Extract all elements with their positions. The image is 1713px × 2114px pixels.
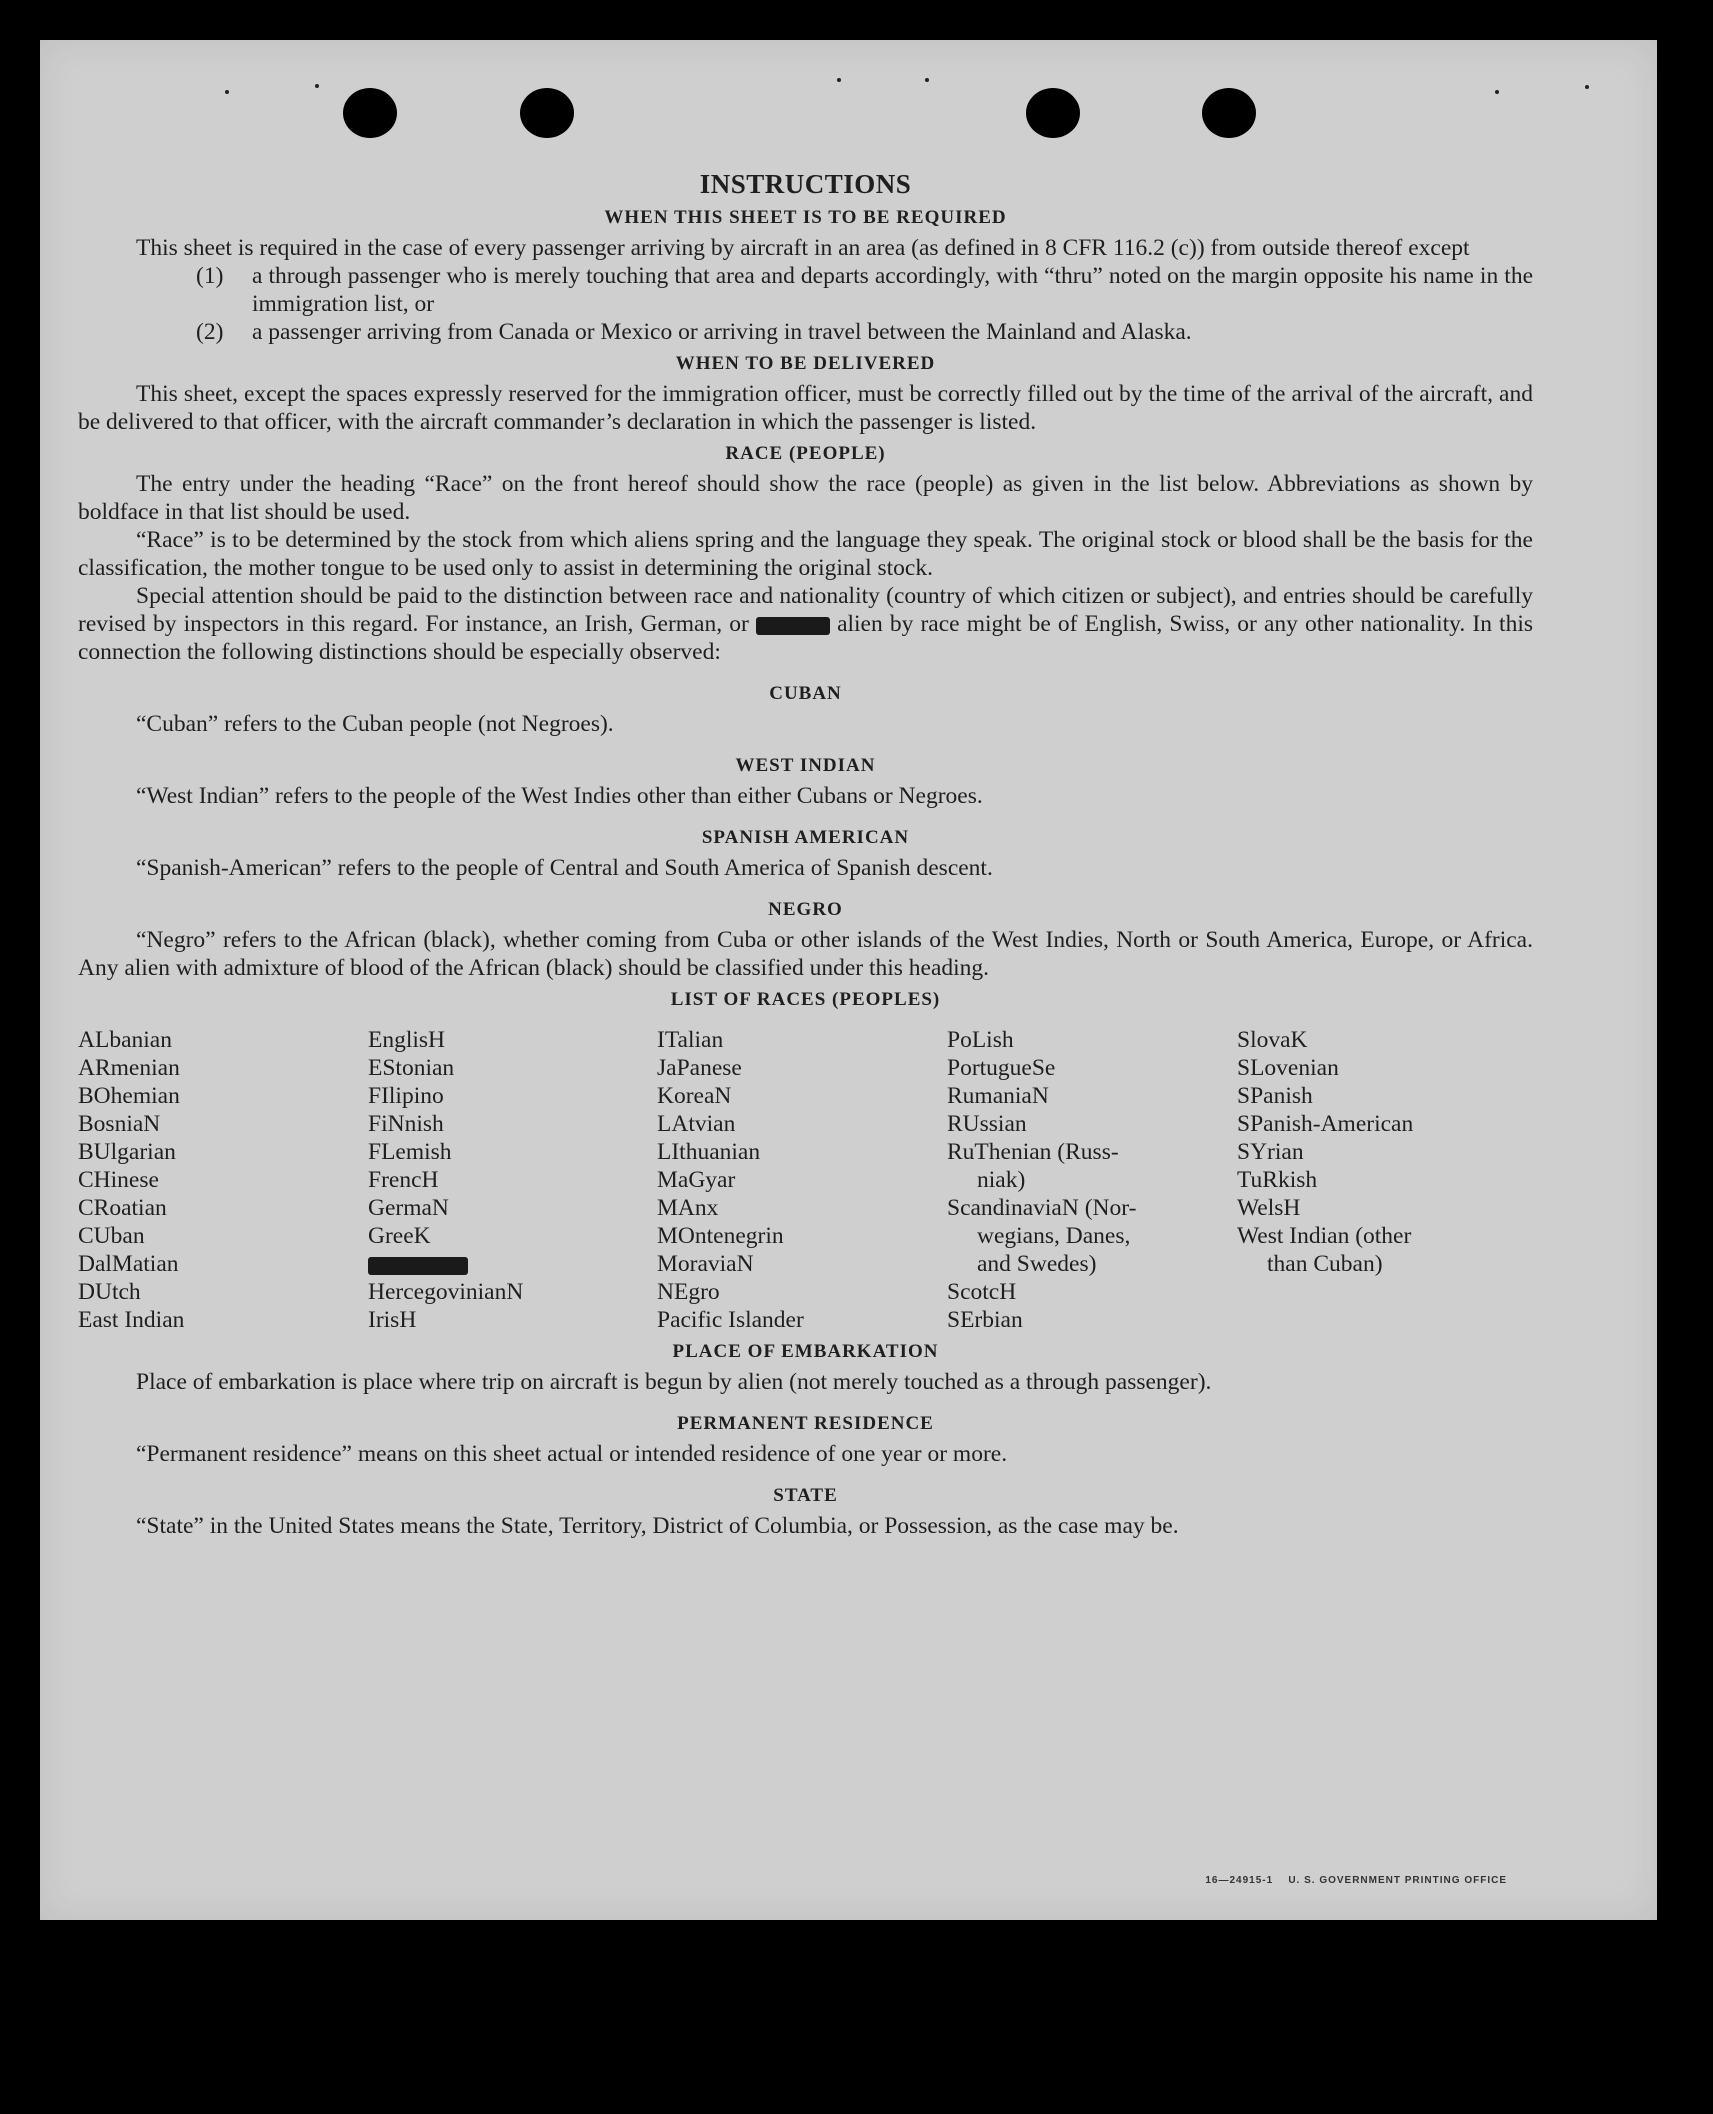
race-column: [78, 1026, 368, 1334]
heading-race: RACE (PEOPLE): [725, 443, 886, 464]
race-entry-redacted: [368, 1250, 657, 1278]
race-column: [657, 1026, 947, 1334]
speck: [315, 84, 319, 88]
punch-hole: [1026, 88, 1080, 138]
redaction-mark: [756, 617, 830, 635]
instructions-body: [78, 170, 1533, 1540]
punch-hole: [520, 88, 574, 138]
heading-negro: NEGRO: [768, 899, 843, 920]
race-entry: and Swedes): [977, 1251, 1097, 1277]
race-entry: West Indian (other: [1237, 1223, 1412, 1249]
race-paragraph: [78, 582, 1533, 666]
punch-hole: [343, 88, 397, 138]
cuban-text: “Cuban” refers to the Cuban people (not Negroes).: [136, 711, 614, 737]
race-entry: NEgro: [657, 1279, 720, 1305]
west-indian-text: “West Indian” refers to the people of the West Indies other than either Cubans or Negroes.: [136, 783, 983, 809]
race-column: [1237, 1026, 1527, 1334]
race-entry: EnglisH: [368, 1027, 446, 1053]
race-entry: PortugueSe: [947, 1055, 1056, 1081]
delivered-text: This sheet, except the spaces expressly reserved for the immigration officer, must be correctly filled out by the time of the arrival of the aircraft, and be delivered to that officer, with the aircraft commander’s declaration in which the passenger is listed.: [78, 381, 1533, 435]
heading-cuban: CUBAN: [769, 683, 842, 704]
form-code: 16—24915-1: [1205, 1875, 1274, 1886]
speck: [1585, 85, 1589, 89]
race-entry: RumaniaN: [947, 1083, 1049, 1109]
race-entry: SYrian: [1237, 1139, 1304, 1165]
race-entry: GermaN: [368, 1195, 449, 1221]
state-text: “State” in the United States means the State, Territory, District of Columbia, or Possession, as the case may be.: [136, 1513, 1179, 1539]
race-entry: DalMatian: [78, 1251, 179, 1277]
race-entry: CRoatian: [78, 1195, 167, 1221]
heading-list-of-races: LIST OF RACES (PEOPLES): [670, 989, 941, 1010]
race-entry: FrencH: [368, 1167, 439, 1193]
embarkation-text: Place of embarkation is place where trip on aircraft is begun by alien (not merely touched as a through passenger).: [136, 1369, 1212, 1395]
race-entry: LIthuanian: [657, 1139, 761, 1165]
race-entry: CUban: [78, 1223, 145, 1249]
race-entry: CHinese: [78, 1167, 159, 1193]
redaction-mark: [368, 1257, 468, 1275]
speck: [1495, 90, 1499, 94]
race-entry: MOntenegrin: [657, 1223, 784, 1249]
race-entry: ScotcH: [947, 1279, 1017, 1305]
race-entry: East Indian: [78, 1307, 185, 1333]
race-entry: MoraviaN: [657, 1251, 754, 1277]
race-entry: SPanish: [1237, 1083, 1313, 1109]
required-item: [78, 262, 1533, 318]
heading-embarkation: PLACE OF EMBARKATION: [672, 1341, 939, 1362]
speck: [925, 78, 929, 82]
race-entry: ScandinaviaN (Nor-: [947, 1195, 1137, 1221]
printer-imprint: [1205, 1875, 1507, 1886]
race-text: Special attention should be paid to the distinction between race and nationality (country of which citizen or subject), and entries should be carefully revised by inspectors in this regard. For instance, an Irish, German, or: [78, 583, 1533, 637]
race-entry: IrisH: [368, 1307, 417, 1333]
race-paragraph: The entry under the heading “Race” on the front hereof should show the race (people) as given in the list below. Abbreviations as shown by boldface in that list should be used.: [78, 471, 1533, 525]
race-entry: EStonian: [368, 1055, 455, 1081]
race-entry: TuRkish: [1237, 1167, 1318, 1193]
race-entry: LAtvian: [657, 1111, 736, 1137]
item-text: a through passenger who is merely touching that area and departs accordingly, with “thru” noted on the margin opposite his name in the immigration list, or: [252, 263, 1533, 317]
document-sheet: [40, 40, 1657, 1920]
punch-hole: [1202, 88, 1256, 138]
page-title: INSTRUCTIONS: [699, 169, 912, 199]
race-entry: than Cuban): [1267, 1251, 1383, 1277]
race-entry: GreeK: [368, 1223, 431, 1249]
race-entry: HercegovinianN: [368, 1279, 524, 1305]
speck: [225, 90, 229, 94]
heading-when-required: WHEN THIS SHEET IS TO BE REQUIRED: [604, 207, 1007, 228]
race-entry: Pacific Islander: [657, 1307, 804, 1333]
residence-text: “Permanent residence” means on this sheet actual or intended residence of one year or more.: [136, 1441, 1008, 1467]
race-entry: niak): [977, 1167, 1026, 1193]
race-paragraph: “Race” is to be determined by the stock from which aliens spring and the language they speak. The original stock or blood shall be the basis for the classification, the mother tongue to be used only to assist in determining the original stock.: [78, 527, 1533, 581]
required-item: [78, 318, 1533, 346]
heading-when-delivered: WHEN TO BE DELIVERED: [675, 353, 936, 374]
race-entry: BUlgarian: [78, 1139, 176, 1165]
item-number: (2): [196, 319, 224, 345]
race-entry: KoreaN: [657, 1083, 732, 1109]
heading-spanish-american: SPANISH AMERICAN: [701, 827, 910, 848]
race-entry: MaGyar: [657, 1167, 736, 1193]
required-intro: This sheet is required in the case of every passenger arriving by aircraft in an area (as defined in 8 CFR 116.2 (c)) from outside thereof except: [136, 235, 1470, 261]
race-entry: DUtch: [78, 1279, 141, 1305]
race-entry: BOhemian: [78, 1083, 180, 1109]
race-entry: PoLish: [947, 1027, 1014, 1053]
negro-text: “Negro” refers to the African (black), whether coming from Cuba or other islands of the West Indies, North or South America, Europe, or Africa. Any alien with admixture of blood of the African (black) should be classified under this heading.: [78, 927, 1533, 981]
race-entry: ARmenian: [78, 1055, 180, 1081]
race-entry: WelsH: [1237, 1195, 1301, 1221]
item-number: (1): [196, 263, 224, 289]
race-entry: JaPanese: [657, 1055, 742, 1081]
race-column: [947, 1026, 1237, 1334]
race-entry: SLovenian: [1237, 1055, 1339, 1081]
race-list: [78, 1026, 1533, 1334]
race-entry: FIlipino: [368, 1083, 444, 1109]
race-entry: MAnx: [657, 1195, 719, 1221]
race-entry: FiNnish: [368, 1111, 444, 1137]
race-entry: SlovaK: [1237, 1027, 1308, 1053]
race-entry: FLemish: [368, 1139, 452, 1165]
heading-state: STATE: [773, 1485, 838, 1506]
race-entry: ALbanian: [78, 1027, 172, 1053]
race-entry: ITalian: [657, 1027, 724, 1053]
race-entry: RUssian: [947, 1111, 1027, 1137]
spanish-american-text: “Spanish-American” refers to the people of Central and South America of Spanish descent.: [136, 855, 993, 881]
race-entry: RuThenian (Russ-: [947, 1139, 1119, 1165]
heading-west-indian: WEST INDIAN: [735, 755, 876, 776]
race-column: [368, 1026, 657, 1334]
speck: [837, 78, 841, 82]
race-text: alien by race might be of English, Swiss, or any other nationality. In this connection the following distinctions should be especially observed:: [78, 611, 1534, 665]
printer-name: U. S. GOVERNMENT PRINTING OFFICE: [1288, 1875, 1507, 1886]
heading-permanent-residence: PERMANENT RESIDENCE: [677, 1413, 934, 1434]
race-entry: BosniaN: [78, 1111, 161, 1137]
race-entry: SPanish-American: [1237, 1111, 1414, 1137]
race-entry: wegians, Danes,: [977, 1223, 1131, 1249]
item-text: a passenger arriving from Canada or Mexico or arriving in travel between the Mainland and Alaska.: [252, 319, 1192, 345]
race-entry: SErbian: [947, 1307, 1023, 1333]
